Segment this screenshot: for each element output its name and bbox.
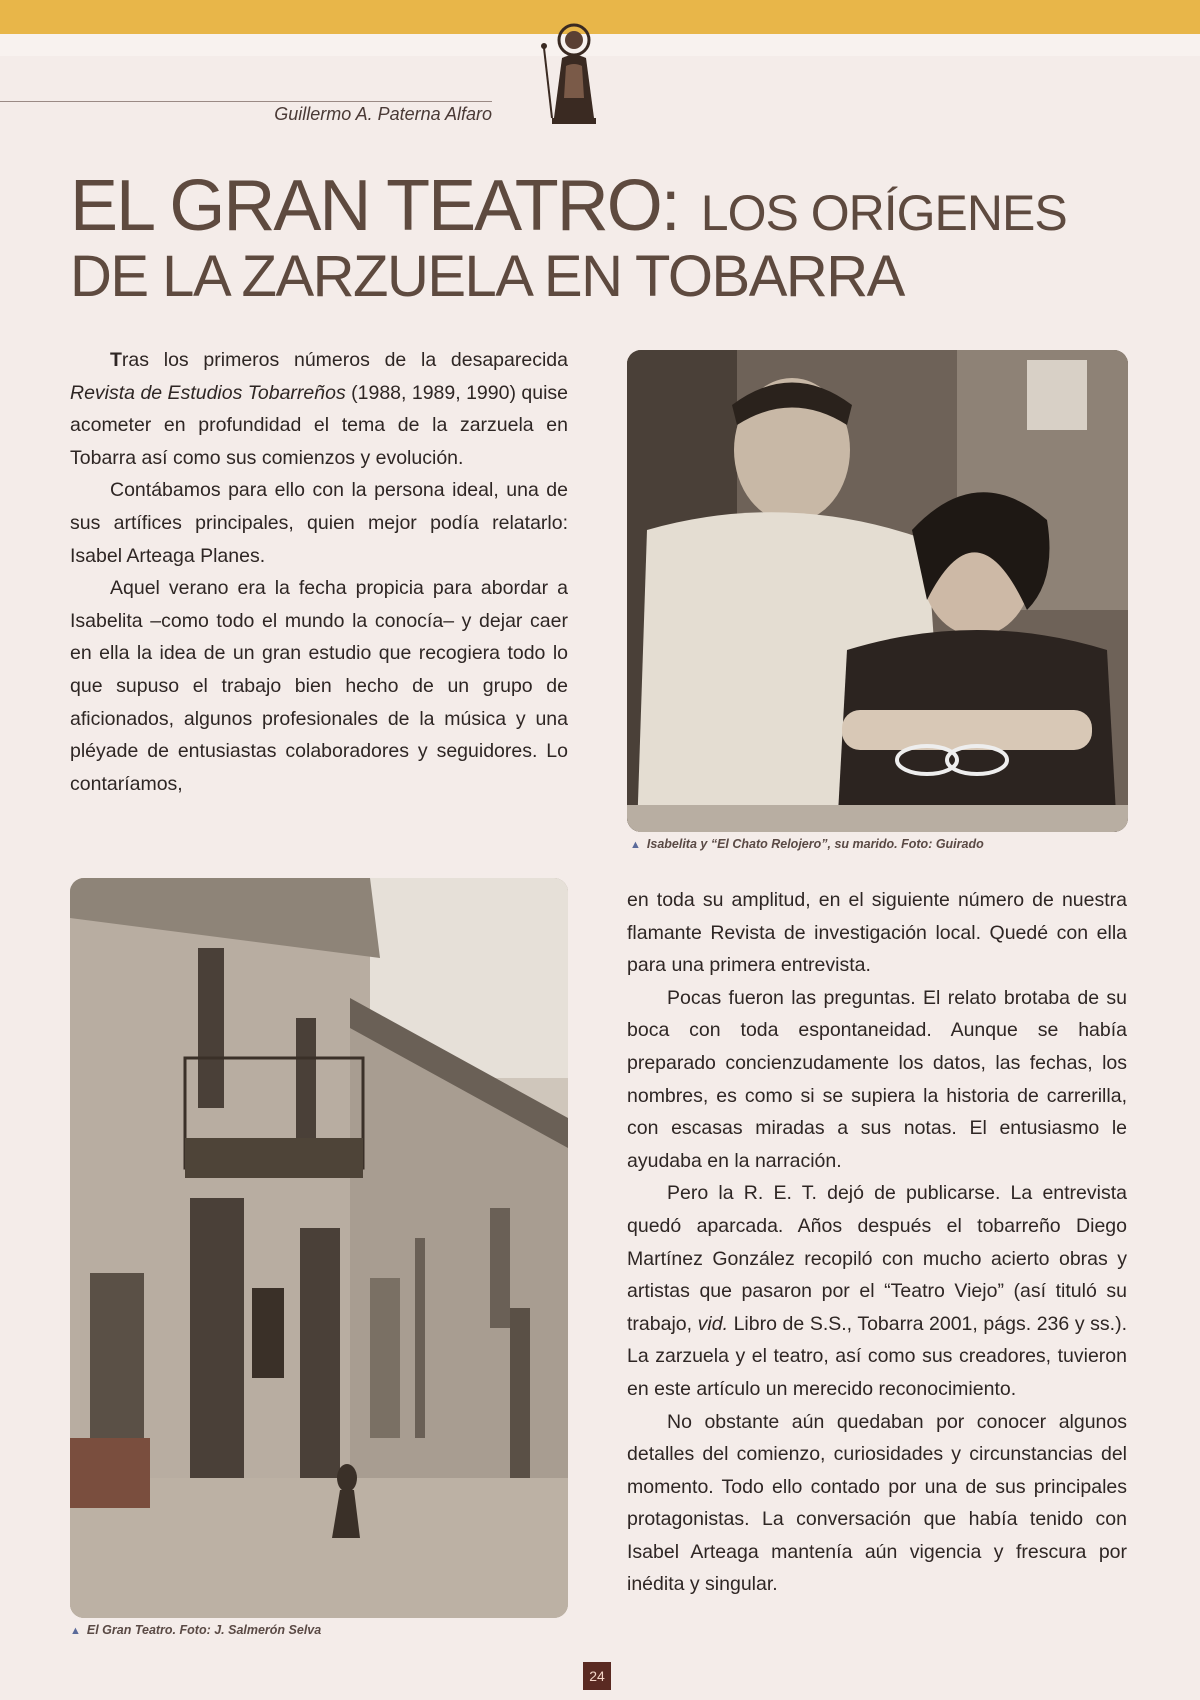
photo-couple [627,350,1128,832]
paragraph-1-text-b: (1988, 1989, 1990) quise acometer en profundidad el tema de la zarzuela en Tobarra así como sus comienzos y evolución. [70,381,568,469]
title-line-1 [70,166,1150,246]
paragraph-1-italic: Revista de Estudios Tobarreños [70,381,346,404]
paragraph-5-text-a: Pero la R. E. T. dejó de publicarse. La entrevista quedó aparcada. Años después el tobarreño Diego Martínez González recopiló con mucho acierto obras y artistas que pasaron por el “Teatro Viejo” (así tituló su trabajo, [627,1182,1127,1335]
paragraph-4: Pocas fueron las preguntas. El relato brotaba de su boca con toda espontaneidad. Aunque se había preparado concienzudamente los datos, las fechas, los nombres, es como si se supiera la historia de carrerilla, con escasas miradas a sus notas. El entusiasmo le ayudaba en la narración. [627,986,1127,1172]
photo-theatre [70,878,568,1618]
article-title [70,166,1150,309]
caption-text: El Gran Teatro. Foto: J. Salmerón Selva [86,1623,322,1637]
title-line-2: DE LA ZARZUELA EN TOBARRA [70,244,904,309]
paragraph-3: Aquel verano era la fecha propicia para abordar a Isabelita –como todo el mundo la conocía– y dejar caer en ella la idea de un gran estudio que recogiera todo lo que supuso el trabajo bien hecho de un grupo de aficionados, algunos profesionales de la música y una pléyade de entusiastas colaboradores y seguidores. Lo contaríamos, [70,577,568,795]
paragraph-5-italic: vid. [697,1312,728,1335]
caption-marker-icon: ▲ [70,1625,81,1637]
title-main: EL GRAN TEATRO: [70,166,679,246]
photo-theatre-caption [70,1623,321,1637]
photo-couple-caption [630,837,984,851]
text-column-left [70,344,568,800]
caption-marker-icon: ▲ [630,839,641,851]
page-number: 24 [583,1662,611,1690]
paragraph-3-continued: en toda su amplitud, en el siguiente número de nuestra flamante Revista de investigación local. Quedé con ella para una primera entrevista. [627,889,1127,977]
author-rule [0,101,492,102]
saint-emblem-icon [532,18,610,128]
author-name: Guillermo A. Paterna Alfaro [274,104,492,124]
paragraph-6: No obstante aún quedaban por conocer algunos detalles del comienzo, curiosidades y circunstancias del momento. Todo ello contado por una de sus principales protagonistas. La conversación que había tenido con Isabel Arteaga mantenía aún vigencia y frescura por inédita y singular. [627,1410,1127,1596]
paragraph-1-text-a: ras los primeros números de la desaparecida [121,349,568,371]
text-column-right [627,884,1127,1601]
paragraph-5 [627,1177,1127,1405]
paragraph-1 [70,344,568,474]
paragraph-2: Contábamos para ello con la persona ideal, una de sus artífices principales, quien mejor podía relatarlo: Isabel Arteaga Planes. [70,479,568,567]
caption-text: Isabelita y “El Chato Relojero”, su marido. Foto: Guirado [646,837,984,851]
drop-cap: T [110,349,122,371]
paragraph-5-text-b: Libro de S.S., Tobarra 2001, págs. 236 y ss.). La zarzuela y el teatro, así como sus creadores, tuvieron en este artículo un merecido reconocimiento. [627,1312,1127,1400]
title-sub: LOS ORÍGENES [700,185,1067,241]
